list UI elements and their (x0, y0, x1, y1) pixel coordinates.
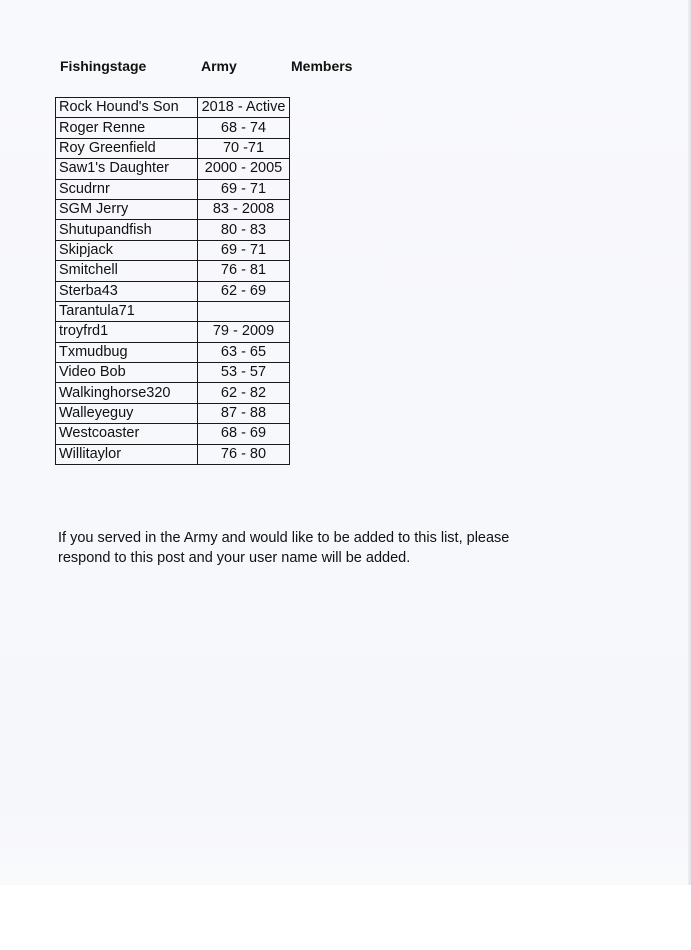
service-years: 68 - 69 (198, 424, 290, 444)
table-row (56, 322, 290, 342)
table-row (56, 118, 290, 138)
service-years: 53 - 57 (198, 363, 290, 383)
member-username: Roger Renne (56, 118, 198, 138)
service-years: 79 - 2009 (198, 322, 290, 342)
member-username: SGM Jerry (56, 199, 198, 219)
table-row (56, 444, 290, 464)
table-row (56, 403, 290, 423)
table-row (56, 301, 290, 321)
service-years: 2018 - Active (198, 98, 290, 118)
member-username: Sterba43 (56, 281, 198, 301)
member-username: Scudrnr (56, 179, 198, 199)
member-username: Walkinghorse320 (56, 383, 198, 403)
table-row (56, 424, 290, 444)
service-years: 70 -71 (198, 138, 290, 158)
note-line-1: If you served in the Army and would like to be added to this list, please (58, 530, 510, 546)
table-row (56, 342, 290, 362)
service-years: 69 - 71 (198, 240, 290, 260)
header-fishingstage: Fishingstage (60, 58, 147, 74)
member-username: Video Bob (56, 363, 198, 383)
member-username: Walleyeguy (56, 403, 198, 423)
member-username: Txmudbug (56, 342, 198, 362)
service-years: 80 - 83 (198, 220, 290, 240)
table-row (56, 179, 290, 199)
header-army: Army (201, 58, 237, 74)
note-line-2: respond to this post and your user name will be added. (58, 550, 411, 566)
table-row (56, 159, 290, 179)
table-row (56, 383, 290, 403)
service-years: 2000 - 2005 (198, 159, 290, 179)
service-years (198, 301, 290, 321)
service-years: 68 - 74 (198, 118, 290, 138)
service-years: 76 - 80 (198, 444, 290, 464)
member-username: Willitaylor (56, 444, 198, 464)
scan-bottom-margin (0, 885, 691, 950)
service-years: 76 - 81 (198, 261, 290, 281)
service-years: 63 - 65 (198, 342, 290, 362)
member-username: Saw1's Daughter (56, 159, 198, 179)
table-row (56, 220, 290, 240)
table-row (56, 98, 290, 118)
header-members: Members (291, 58, 353, 74)
member-username: Roy Greenfield (56, 138, 198, 158)
table-row (56, 281, 290, 301)
member-username: Shutupandfish (56, 220, 198, 240)
service-years: 62 - 82 (198, 383, 290, 403)
table-row (56, 138, 290, 158)
member-username: Skipjack (56, 240, 198, 260)
table-row (56, 261, 290, 281)
member-username: Westcoaster (56, 424, 198, 444)
table-row (56, 363, 290, 383)
table-row (56, 199, 290, 219)
service-years: 69 - 71 (198, 179, 290, 199)
member-username: Tarantula71 (56, 301, 198, 321)
members-table-body (56, 98, 290, 465)
service-years: 62 - 69 (198, 281, 290, 301)
instruction-note (58, 528, 578, 568)
table-row (56, 240, 290, 260)
service-years: 83 - 2008 (198, 199, 290, 219)
member-username: Rock Hound's Son (56, 98, 198, 118)
member-username: Smitchell (56, 261, 198, 281)
service-years: 87 - 88 (198, 403, 290, 423)
members-table (55, 97, 290, 465)
member-username: troyfrd1 (56, 322, 198, 342)
